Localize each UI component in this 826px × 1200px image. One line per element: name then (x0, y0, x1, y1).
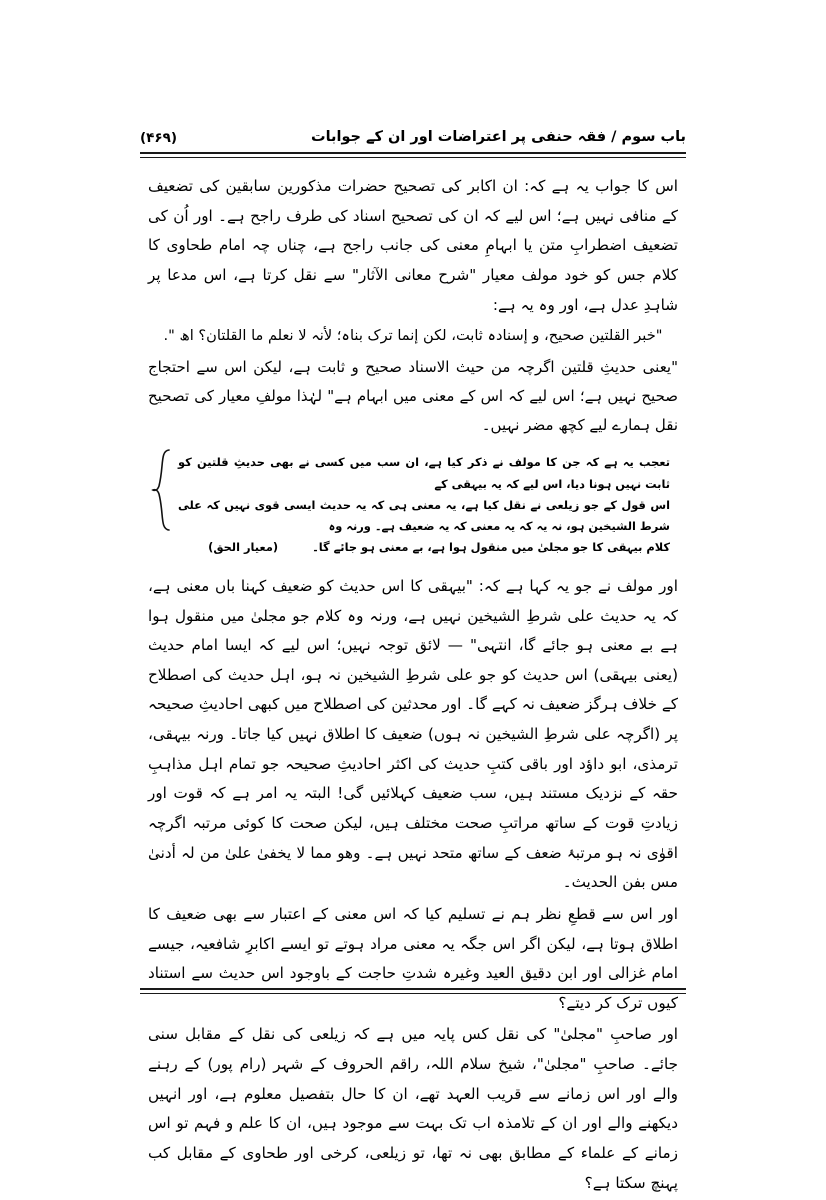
footnote-citation: (معیار الحق) (208, 539, 279, 554)
page-number: (۴۶۹) (140, 130, 178, 146)
urdu-translation-1: "یعنی حدیثِ قلتین اگرچہ من حیث الاسناد صحیح و ثابت ہے، لیکن اس سے احتجاج صحیح نہیں ہے؛ اس لیے کہ اس کے معنی میں ابہام ہے" لہٰذا مولفِ معیار کی تصحیح نقل ہمارے لیے کچھ مضر نہیں۔ (148, 357, 678, 435)
footnote-line-1: تعجب یہ ہے کہ جن کا مولف نے ذکر کیا ہے، ان سب میں کسی نے بھی حدیثِ قلتین کو ثابت نہیں ہونا دیا، اس لیے کہ یہ بیہقی کے (178, 455, 670, 491)
header-rule-top (140, 152, 686, 154)
footnote-line-2: اس قول کے جو زیلعی نے نقل کیا ہے، یہ معنی ہی کہ یہ حدیث ایسی قوی نہیں کہ علی شرط الشیخین ہو، نہ یہ کہ یہ معنی کہ یہ ضعیف ہے۔ ورنہ وہ (178, 497, 670, 533)
paragraph-4: اور صاحبِ "مجلیٰ" کی نقل کس پایہ میں ہے کہ زیلعی کی نقل کے مقابل سنی جائے۔ صاحبِ "مجلیٰ"، شیخ سلام اللہ، راقم الحروف کے شہر (رام پور) کے رہنے والے اور اس زمانے سے قریب العہد تھے، ان کا حال بتفصیل معلوم ہے، اور انہیں دیکھنے والے اور ان کے تلامذہ اب تک بہت سے موجود ہیں، ان کا علم و فہم تو اس زمانے کے علماء کے مطابق بھی نہ تھا، تو زیلعی، کرخی اور طحاوی کے مقابل کب پہنچ سکتا ہے؟ (148, 1025, 678, 1192)
arabic-quote-1: "خبر القلتین صحیح، و إسنادہ ثابت، لکن إنما ترک بناہ؛ لأنہ لا نعلم ما القلتان؟ اھ ". (163, 327, 663, 345)
paragraph-3: اور اس سے قطعِ نظر ہم نے تسلیم کیا کہ اس معنی کے اعتبار سے بھی ضعیف کا اطلاق ہوتا ہے، لیکن اگر اس جگہ یہ معنی مراد ہوتے تو ایسے اکابرِ شافعیہ، جیسے امام غزالی اور ابن دقیق العید وغیرہ شدتِ حاجت کے باوجود اس حدیث سے استناد کیوں ترک کر دیتے؟ (148, 904, 678, 1012)
curly-brace-icon (150, 448, 172, 561)
page-header (140, 126, 686, 150)
footnote-line-3: کلام بیہقی کا جو مجلیٰ میں منقول ہوا ہے، بے معنی ہو جائے گا۔ (312, 539, 670, 554)
chapter-title: باب سوم / فقہ حنفی پر اعتراضات اور ان کے جوابات (311, 129, 686, 146)
header-rule-bottom (140, 157, 686, 158)
footnote-inset (148, 448, 678, 561)
footer-rule-top (140, 988, 686, 990)
page-body (148, 172, 678, 1200)
paragraph-2: اور مولف نے جو یہ کہا ہے کہ: "بیہقی کا اس حدیث کو ضعیف کہنا باں معنی ہے، کہ یہ حدیث علی شرطِ الشیخین نہیں ہے، ورنہ وہ کلام جو مجلیٰ میں منقول ہوا ہے بے معنی ہو جائے گا، انتہی" — لائق توجہ نہیں؛ اس لیے کہ ایسا امام حدیث (یعنی بیہقی) اس حدیث کو جو علی شرطِ الشیخین نہ ہو، اہل حدیث کی اصطلاح کے خلاف ہرگز ضعیف نہ کہے گا۔ اور محدثین کی اصطلاح میں کبھی احادیثِ صحیحہ پر (اگرچہ علی شرطِ الشیخین نہ ہوں) ضعیف کا اطلاق نہیں کیا جاتا۔ ورنہ بیہقی، ترمذی، ابو داؤد اور باقی کتبِ حدیث کی اکثر احادیثِ صحیحہ جو تمام اہل مذاہبِ حقہ کے نزدیک مستند ہیں، سب ضعیف کہلائیں گی! البتہ یہ امر ہے کہ قوت اور زیادتِ قوت کے ساتھ مراتبِ صحت مختلف ہیں، لیکن صحت کا کوئی مرتبہ اگرچہ اقوٰی نہ ہو مرتبۂ ضعف کے ساتھ متحد نہیں ہے۔ وھو مما لا یخفیٰ علیٰ من لہ أدنیٰ مس بفن الحدیث۔ (148, 576, 678, 892)
paragraph-1: اس کا جواب یہ ہے کہ: ان اکابر کی تصحیح حضرات مذکورین سابقین کی تضعیف کے منافی نہیں ہے؛ اس لیے کہ ان کی تصحیح اسناد کی طرف راجح ہے۔ اور اُن کی تضعیف اضطرابِ متن یا ابہامِ معنی کی جانب راجح ہے، چناں چہ امام طحاوی کا کلام جس کو خود مولف معیار "شرح معانی الآثار" سے نقل کرتا ہے، اس مدعا پر شاہدِ عدل ہے، اور وہ یہ ہے: (148, 177, 678, 314)
footer-rule-bottom (140, 993, 686, 994)
footnote-line-3-row (178, 537, 670, 558)
